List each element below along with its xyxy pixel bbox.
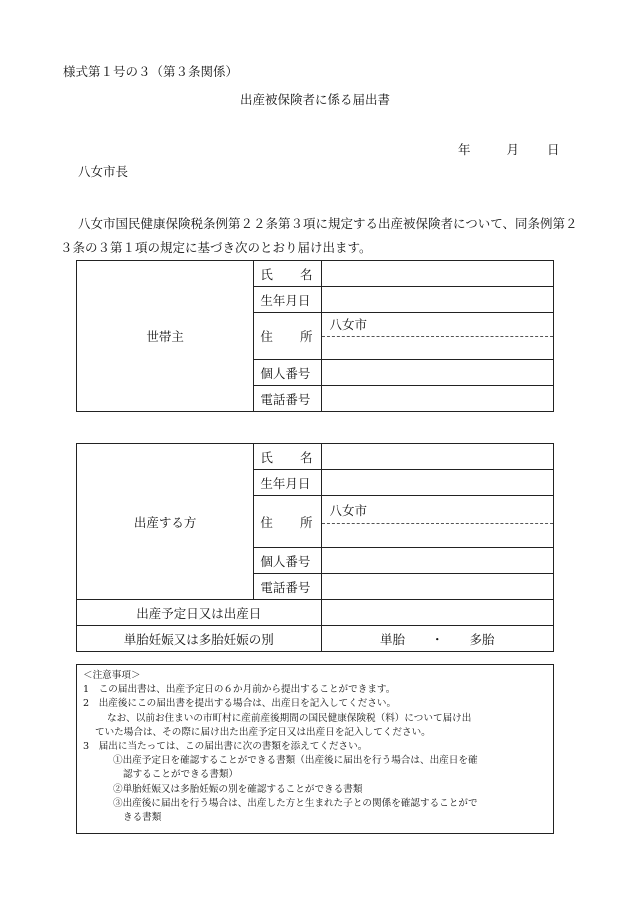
note-item: 認することができる書類） [123, 769, 239, 781]
birth-person-address-field[interactable] [321, 496, 554, 548]
household-address-label: 住 所 [254, 313, 321, 360]
birth-person-section-label: 出産する方 [77, 444, 254, 600]
household-section-label: 世帯主 [77, 261, 254, 412]
pregnancy-type-label: 単胎妊娠又は多胎妊娠の別 [77, 626, 322, 652]
addressee: 八女市長 [78, 164, 129, 179]
household-mynumber-field[interactable] [321, 360, 554, 386]
due-date-label: 出産予定日又は出産日 [77, 600, 322, 626]
note-item: ていた場合は、その際に届け出た出産予定日又は出産日を記入してください。 [95, 726, 431, 738]
household-address-prefix: 八女市 [322, 313, 554, 337]
household-name-label: 氏 名 [254, 261, 321, 287]
birth-person-phone-label: 電話番号 [254, 574, 321, 600]
birth-person-name-label: 氏 名 [254, 444, 321, 470]
birth-person-phone-field[interactable] [321, 574, 554, 600]
household-name-field[interactable] [321, 261, 554, 287]
birth-person-name-field[interactable] [321, 444, 554, 470]
birth-person-birth-field[interactable] [321, 470, 554, 496]
household-mynumber-label: 個人番号 [254, 360, 321, 386]
birth-person-birth-label: 生年月日 [254, 470, 321, 496]
note-item: ①出産予定日を確認することができる書類（出産後に届出を行う場合は、出産日を確 [113, 755, 478, 767]
date-line [458, 140, 560, 158]
birth-person-address-prefix: 八女市 [322, 498, 554, 524]
pregnancy-type-field[interactable] [321, 626, 554, 652]
household-phone-field[interactable] [321, 386, 554, 412]
note-item: なお、以前お住まいの市町村に産前産後期間の国民健康保険税（料）について届け出 [107, 712, 472, 724]
household-birth-label: 生年月日 [254, 287, 321, 313]
note-item: 2 出産後にこの届出書を提出する場合は、出産日を記入してください。 [83, 698, 397, 710]
note-item: 3 届出に当たっては、この届出書に次の書類を添えてください。 [83, 741, 368, 753]
single-pregnancy-option[interactable]: 単胎 [379, 631, 405, 647]
birth-person-table [76, 443, 554, 652]
birth-person-mynumber-label: 個人番号 [254, 548, 321, 574]
document-title: 出産被保険者に係る届出書 [239, 92, 390, 107]
household-birth-field[interactable] [321, 287, 554, 313]
household-phone-label: 電話番号 [254, 386, 321, 412]
date-month-label: 月 [506, 142, 520, 157]
household-address-field[interactable] [321, 313, 554, 360]
note-item: ③出産後に届出を行う場合は、出産した方と生まれた子との関係を確認することがで [113, 797, 478, 809]
birth-person-mynumber-field[interactable] [321, 548, 554, 574]
notes-box [76, 664, 554, 834]
multiple-pregnancy-option[interactable]: 多胎 [469, 631, 495, 647]
date-day-label: 日 [547, 142, 560, 157]
birth-person-address-label: 住 所 [254, 496, 321, 548]
note-item: きる書類 [123, 812, 162, 824]
notes-header: ＜注意事項＞ [83, 670, 141, 681]
note-item: ②単胎妊娠又は多胎妊娠の別を確認することができる書類 [113, 783, 363, 795]
intro-paragraph: 八女市国民健康保険税条例第２２条第３項に規定する出産被保険者について、同条例第２３条の３第１項の規定に基づき次のとおり届け出ます。 [60, 216, 578, 255]
date-year-label: 年 [458, 142, 471, 157]
household-table [76, 260, 554, 412]
form-number: 様式第１号の３（第３条関係） [63, 64, 239, 79]
note-item: 1 この届出書は、出産予定日の６か月前から提出することができます。 [83, 684, 396, 696]
due-date-field[interactable] [321, 600, 554, 626]
option-separator: ・ [430, 631, 444, 647]
